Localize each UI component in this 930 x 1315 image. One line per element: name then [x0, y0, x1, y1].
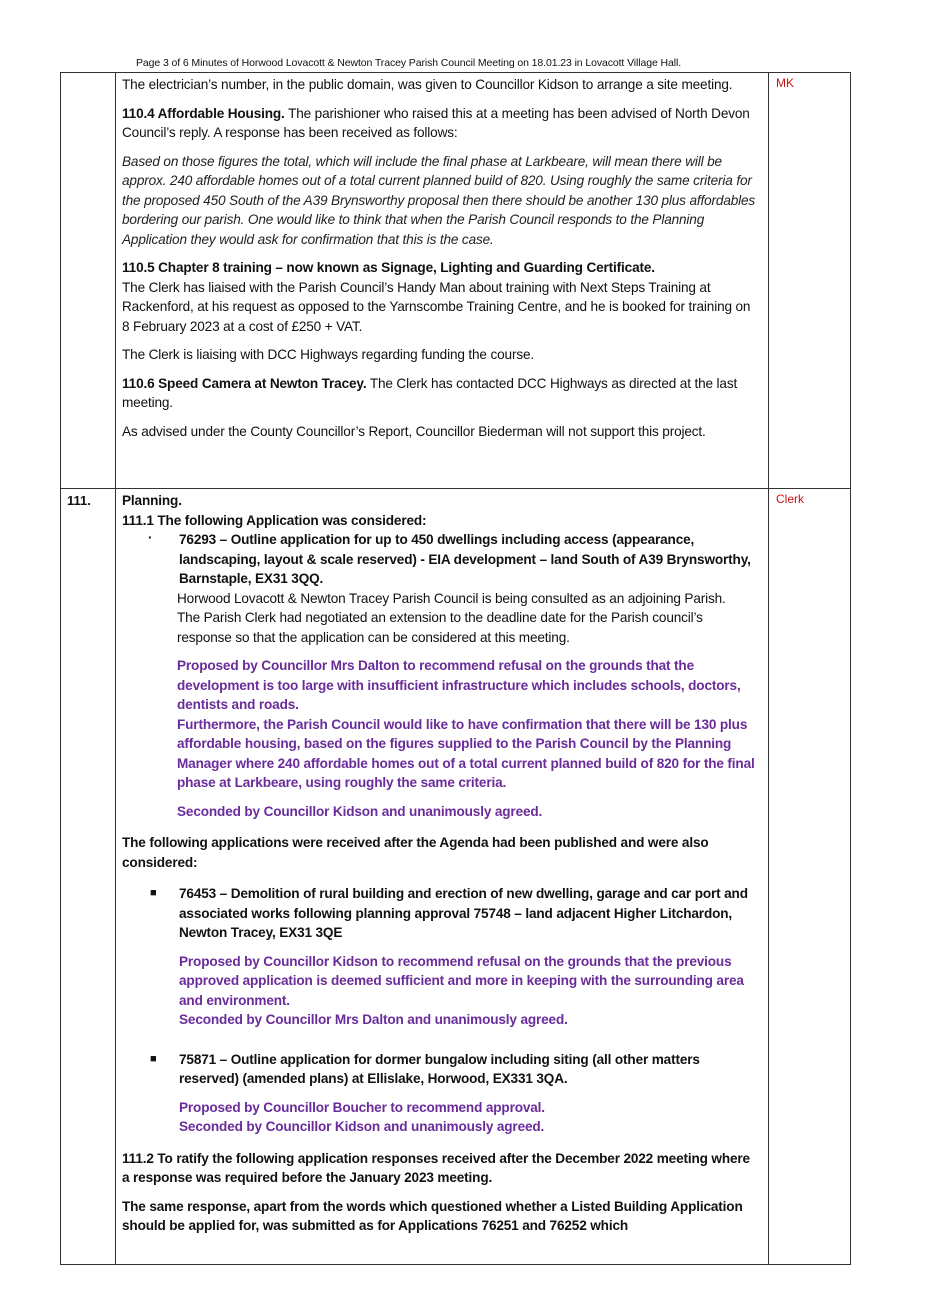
- application-title: 76453 – Demolition of rural building and erection of new dwelling, garage and car port and associated works following planning approval 75748 – land adjacent Higher Litchardon, Newton Tracey, EX31 3QE: [179, 886, 748, 940]
- seconded-text: Seconded by Councillor Mrs Dalton and unanimously agreed.: [179, 1012, 568, 1027]
- speed-camera-paragraph: [122, 374, 760, 413]
- subsection-heading: 111.1 The following Application was considered:: [122, 512, 427, 528]
- section-text: The Clerk has liaised with the Parish Council’s Handy Man about training with Next Steps Training at Rackenford, at his request as opposed to the Yarnscombe Training Centre, and he is booked for training on 8 February 2023 at a cost of £250 + VAT.: [122, 279, 751, 334]
- action-cell: Clerk: [769, 489, 851, 1265]
- application-note: Horwood Lovacott & Newton Tracey Parish Council is being consulted as an adjoining Parish.: [177, 590, 726, 606]
- item-number-cell: [61, 73, 116, 489]
- proposal-text: Proposed by Councillor Mrs Dalton to recommend refusal on the grounds that the development is too large with insufficient infrastructure which includes schools, doctors, dentists and roads.: [177, 658, 741, 712]
- proposal-text: Proposed by Councillor Boucher to recommend approval.: [179, 1099, 545, 1115]
- item-content-cell: [116, 489, 769, 1265]
- planning-heading: Planning.: [122, 493, 182, 508]
- affordable-housing-quote: Based on those figures the total, which will include the final phase at Larkbeare, will mean there will be approx. 240 affordable homes out of a total current planned build of 820. Using roughly the same criteria for the proposed 450 South of the A39 Brynsworthy proposal then there should be another 130 plus affordables bordering our parish. One would like to think that when the Parish Council responds to the Planning Application they would ask for confirmation that this is the case.: [122, 153, 756, 247]
- training-funding-paragraph: The Clerk is liaising with DCC Highways regarding funding the course.: [122, 347, 534, 362]
- section-text: The parishioner who raised this at a meeting has been advised of North Devon Council’s reply. A response has been received as follows:: [122, 105, 750, 140]
- application-item: [122, 1050, 760, 1089]
- ratify-heading: 111.2 To ratify the following application responses received after the December 2022 meeting where a response was required before the January 2023 meeting.: [122, 1150, 750, 1185]
- electrician-paragraph: The electrician’s number, in the public domain, was given to Councillor Kidson to arrange a site meeting.: [122, 77, 733, 92]
- section-heading: 110.4 Affordable Housing.: [122, 105, 285, 121]
- application-item: [122, 884, 760, 943]
- section-text: The Clerk has contacted DCC Highways as directed at the last meeting.: [122, 375, 738, 410]
- action-cell: MK: [769, 73, 851, 489]
- training-paragraph: [122, 258, 760, 336]
- minutes-table: [60, 72, 851, 1265]
- table-row: [61, 73, 851, 489]
- item-number: 111.: [61, 489, 116, 1265]
- proposal-text: Proposed by Councillor Kidson to recommend refusal on the grounds that the previous approved application is deemed sufficient and more in keeping with the surrounding area and environment.: [179, 953, 744, 1008]
- speed-camera-note: As advised under the County Councillor’s Report, Councillor Biederman will not support this project.: [122, 423, 706, 439]
- application-title: 76293 – Outline application for up to 450 dwellings including access (appearance, landscaping, layout & scale reserved) - EIA development – land South of A39 Brynsworthy, Barnstaple, EX31 3QQ.: [179, 532, 751, 586]
- bullet-square: ■: [150, 887, 157, 899]
- affordable-housing-paragraph: [122, 104, 760, 143]
- application-title: 75871 – Outline application for dormer bungalow including siting (all other matters reserved) (amended plans) at Ellislake, Horwood, EX331 3QA.: [179, 1051, 700, 1086]
- application-note: The Parish Clerk had negotiated an extension to the deadline date for the Parish council’s response so that the application can be considered at this meeting.: [177, 610, 703, 645]
- seconded-text: Seconded by Councillor Kidson and unanimously agreed.: [177, 803, 543, 819]
- page-header: Page 3 of 6 Minutes of Horwood Lovacott & Newton Tracey Parish Council Meeting on 18.01.23 in Lovacott Village Hall.: [136, 57, 682, 69]
- late-applications-intro: The following applications were received after the Agenda had been published and were also considered:: [122, 835, 709, 870]
- application-item: [122, 530, 760, 589]
- section-heading: 110.6 Speed Camera at Newton Tracey.: [122, 375, 367, 391]
- ratify-text: The same response, apart from the words which questioned whether a Listed Building Application should be applied for, was submitted as for Applications 76251 and 76252 which: [122, 1198, 743, 1233]
- seconded-text: Seconded by Councillor Kidson and unanimously agreed.: [179, 1119, 545, 1134]
- item-content-cell: [116, 73, 769, 489]
- table-row: [61, 489, 851, 1265]
- bullet-square: ■: [150, 1052, 157, 1065]
- proposal-text: Furthermore, the Parish Council would like to have confirmation that there will be 130 plus affordable housing, based on the figures supplied to the Parish Council by the Planning Manager where 240 affordable homes out of a total current planned build of 820 for the final phase at Larkbeare, using roughly the same criteria.: [177, 716, 755, 790]
- section-heading: 110.5 Chapter 8 training – now known as Signage, Lighting and Guarding Certificate.: [122, 260, 655, 275]
- bullet-dot: ·: [148, 530, 153, 545]
